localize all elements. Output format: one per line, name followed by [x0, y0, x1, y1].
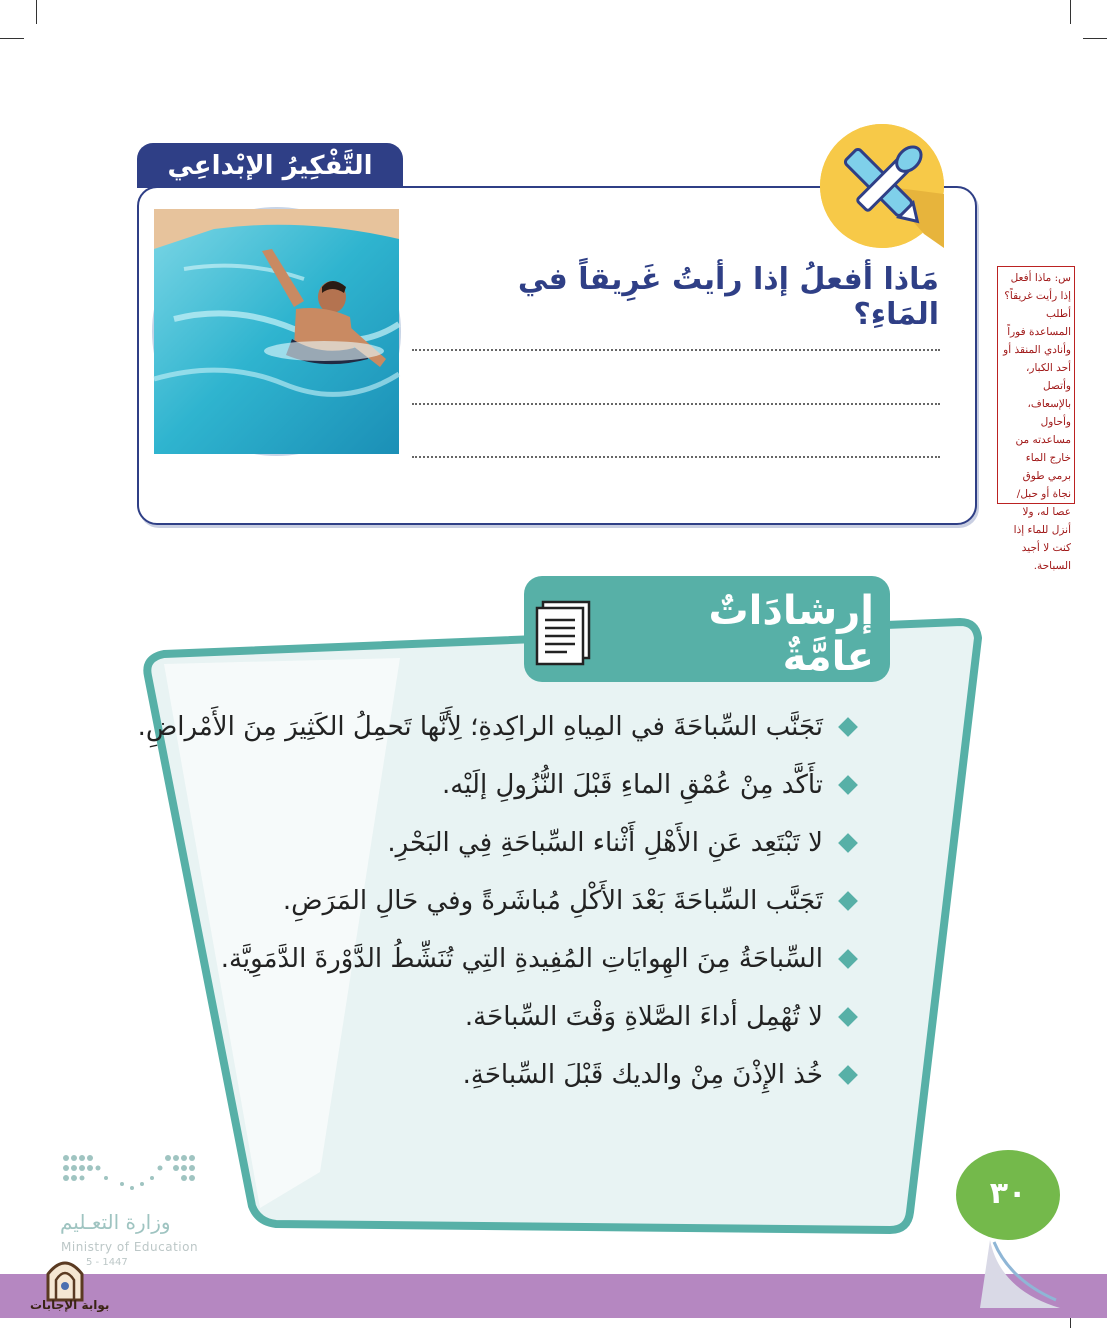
list-item: السِّباحَةُ مِنَ الهِوايَاتِ المُفِيدةِ التِي تُنَشِّطُ الدَّوْرةَ الدَّمَوِيَّة. [195, 930, 855, 988]
answer-line [412, 403, 940, 405]
diamond-bullet-icon [838, 833, 858, 853]
creative-thinking-title: التَّفْكِيرُ الإبْداعِي [137, 143, 403, 188]
list-item: خُذ الإِذْنَ مِنْ والديك قَبْلَ السِّباحَةِ. [195, 1046, 855, 1104]
ministry-logo-dots [62, 1154, 196, 1198]
side-note-answer: س: ماذا أفعل إذا رأيت غريقاً؟ أطلب المساعدة فوراً وأنادي المنقذ أو أحد الكبار، وأتصل بالإسعاف، وأحاول مساعدته من خارج الماء برمي طوق نجاة أو حبل/عصا له، ولا أنزل للماء إذا كنت لا أجيد السباحة. [997, 266, 1075, 504]
pencil-brush-icon [820, 124, 944, 248]
list-item: تأَكَّد مِنْ عُمْقِ الماءِ قَبْلَ النُّزُولِ إلَيْه. [195, 756, 855, 814]
list-item: لا تُهْمِل أداءَ الصَّلاةِ وَقْتَ السِّباحَة. [195, 988, 855, 1046]
guidelines-title: إرشادَاتٌ عامَّةٌ [708, 588, 874, 680]
page-number: ٣٠ [956, 1150, 1060, 1240]
ministry-name-english: Ministry of Education [61, 1240, 199, 1254]
crop-mark [1083, 38, 1107, 39]
guidelines-list [137, 698, 855, 1104]
edition-year: 5 - 1447 [86, 1257, 128, 1268]
portal-watermark: بوابة الإجابات [30, 1298, 110, 1312]
diamond-bullet-icon [838, 717, 858, 737]
diamond-bullet-icon [838, 1065, 858, 1085]
list-item: تَجَنَّب السِّباحَةَ في المِياهِ الراكِدةِ؛ لِأَنَّها تَحمِلُ الكَثِيرَ مِنَ الأَمْراضِ. [195, 698, 855, 756]
diamond-bullet-icon [838, 775, 858, 795]
ministry-name-arabic: وزارة التعـليم [60, 1210, 171, 1234]
crop-mark [1070, 0, 1071, 24]
diamond-bullet-icon [838, 891, 858, 911]
crop-mark [36, 0, 37, 24]
document-icon [533, 600, 595, 666]
crop-mark [0, 38, 24, 39]
question-text: مَاذا أفعلُ إذا رأيتُ غَرِيقاً في المَاءِ؟ [517, 262, 939, 332]
mosque-logo-icon [44, 1256, 86, 1300]
list-item: تَجَنَّب السِّباحَةَ بَعْدَ الأَكْلِ مُباشَرةً وفي حَالِ المَرَضِ. [195, 872, 855, 930]
swimmer-photo [152, 207, 401, 456]
footer-band [0, 1274, 1107, 1318]
answer-line [412, 349, 940, 351]
answer-line [412, 456, 940, 458]
diamond-bullet-icon [838, 1007, 858, 1027]
list-item: لا تَبْتَعِد عَنِ الأَهْلِ أَثْناء السِّباحَةِ فِي البَحْرِ. [195, 814, 855, 872]
diamond-bullet-icon [838, 949, 858, 969]
